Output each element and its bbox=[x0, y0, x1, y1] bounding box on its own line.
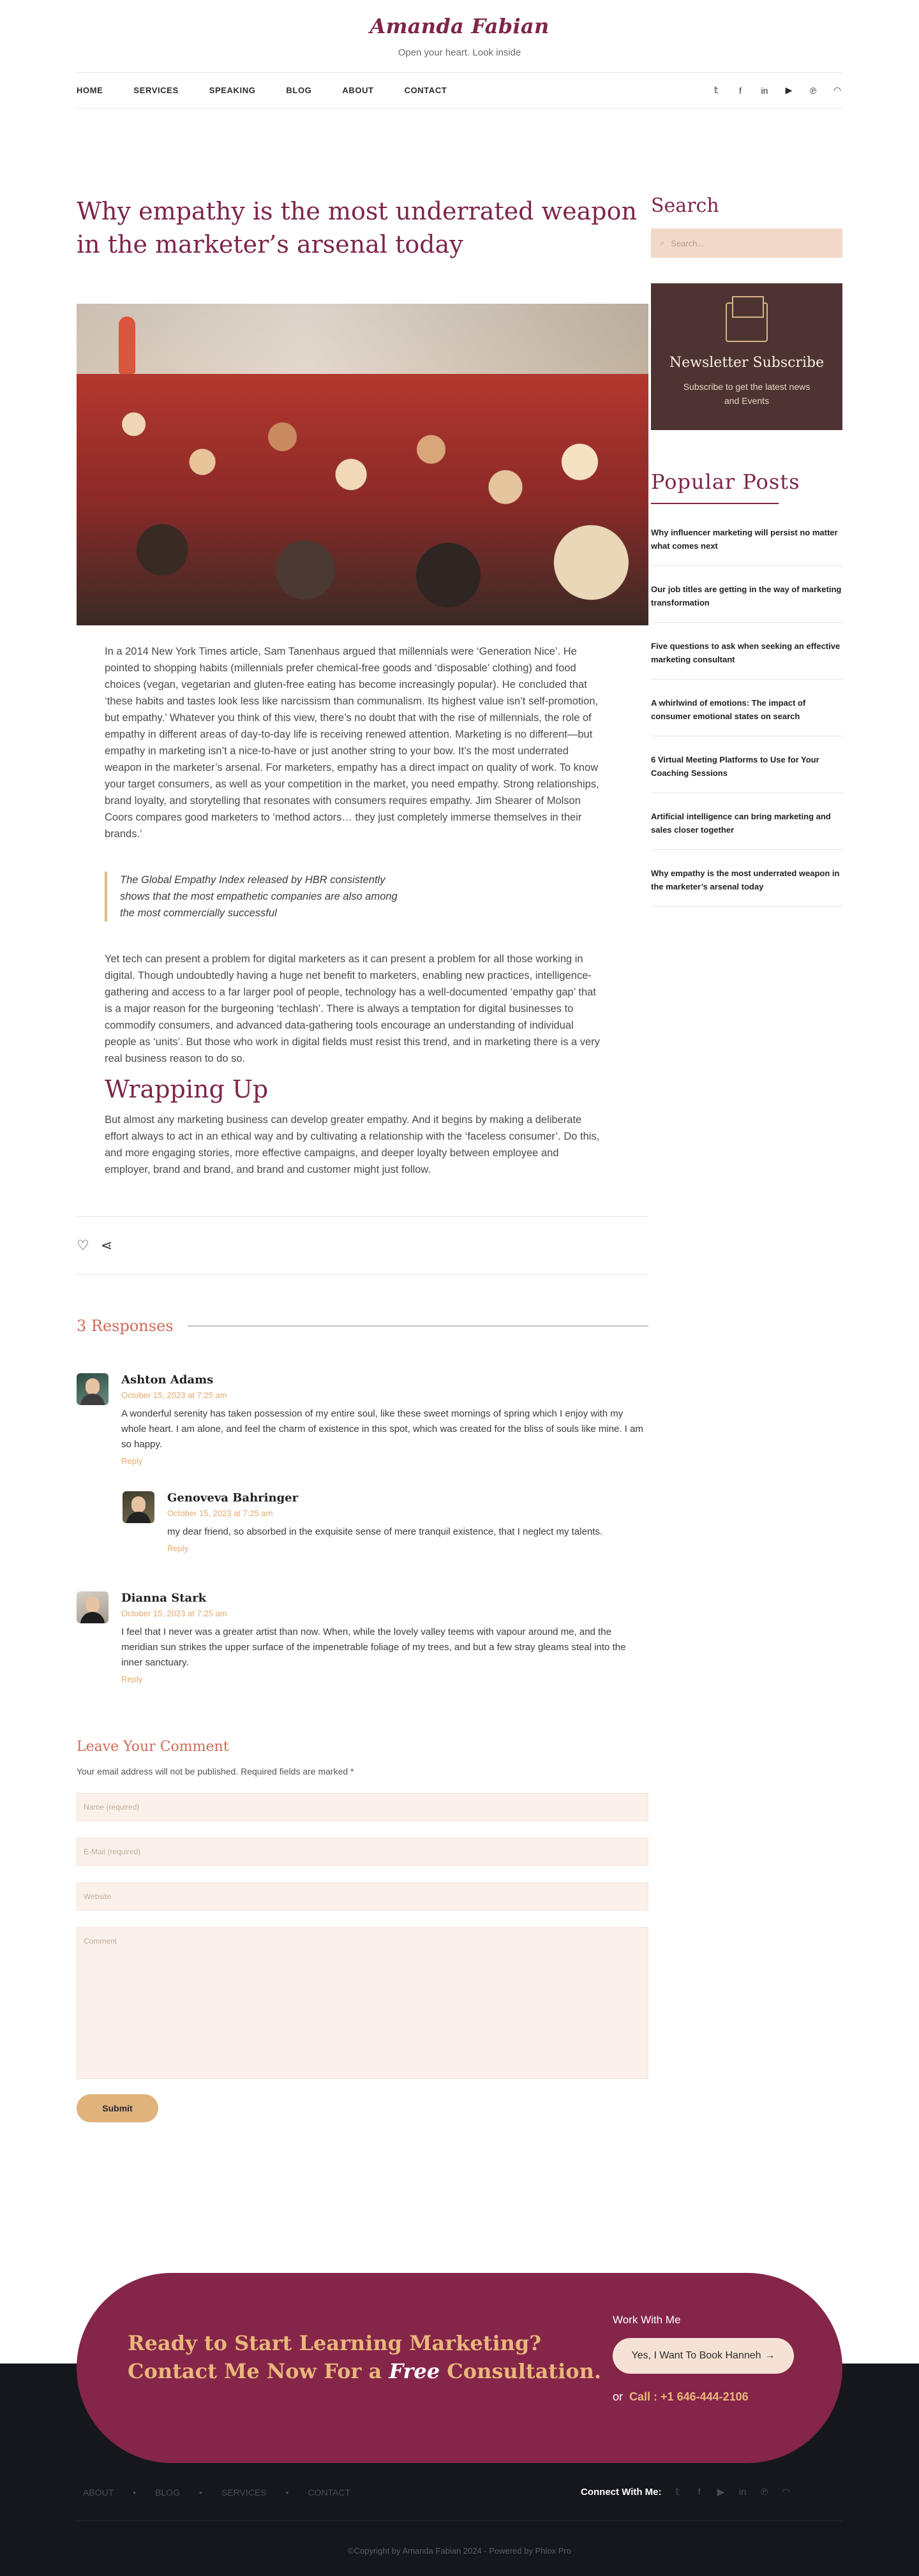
hero-stage bbox=[77, 304, 648, 374]
popular-post-link[interactable]: Five questions to ask when seeking an effective marketing consultant bbox=[651, 639, 842, 680]
main-layout bbox=[77, 195, 842, 2122]
nav-speaking[interactable]: SPEAKING bbox=[209, 86, 256, 95]
cta-heading-free: Free bbox=[389, 2359, 440, 2383]
site-logo[interactable]: Amanda Fabian bbox=[370, 14, 549, 38]
post-content bbox=[77, 195, 648, 2122]
cta-phone[interactable] bbox=[613, 2390, 794, 2404]
nav-contact[interactable]: CONTACT bbox=[404, 86, 447, 95]
reply-link[interactable]: Reply bbox=[121, 1674, 143, 1684]
comment-author: Dianna Stark bbox=[121, 1591, 207, 1605]
search-placeholder: Search... bbox=[671, 238, 705, 248]
twitter-icon[interactable]: 𝕥 bbox=[714, 85, 719, 95]
submit-button[interactable]: Submit bbox=[77, 2094, 158, 2122]
popular-post-link[interactable]: Our job titles are getting in the way of marketing transformation bbox=[651, 583, 842, 623]
main-nav bbox=[77, 86, 477, 95]
footer-nav-contact[interactable]: CONTACT bbox=[308, 2487, 351, 2498]
footer-nav-about[interactable]: ABOUT bbox=[83, 2487, 114, 2498]
comment-author: Ashton Adams bbox=[121, 1373, 214, 1387]
email-input[interactable]: E-Mail (required) bbox=[77, 1838, 648, 1866]
header-social bbox=[711, 85, 842, 96]
comment-date[interactable]: October 15, 2023 at 7:25 am bbox=[121, 1609, 227, 1618]
sidebar bbox=[651, 195, 842, 2122]
popular-posts-underline bbox=[651, 503, 779, 504]
main-navbar bbox=[77, 72, 842, 108]
twitter-icon[interactable]: 𝕥 bbox=[675, 2487, 680, 2498]
popular-post-link[interactable]: Why empathy is the most underrated weapon in the marketer’s arsenal today bbox=[651, 867, 842, 907]
site-tagline: Open your heart. Look inside bbox=[398, 47, 521, 58]
share-icon[interactable]: ⋖ bbox=[100, 1237, 113, 1253]
cta-heading-end: Consultation. bbox=[447, 2359, 601, 2383]
comment-reply bbox=[123, 1491, 648, 1553]
copyright: ©Copyright by Amanda Fabian 2024 - Powered by Phlox Pro bbox=[348, 2546, 571, 2556]
search-icon: ⌕ bbox=[660, 238, 665, 248]
comment-date[interactable]: October 15, 2023 at 7:25 am bbox=[167, 1508, 273, 1518]
facebook-icon[interactable]: f bbox=[698, 2486, 701, 2498]
popular-post-link[interactable]: A whirlwind of emotions: The impact of consumer emotional states on search bbox=[651, 696, 842, 736]
avatar bbox=[123, 1491, 154, 1523]
comment-text: I feel that I never was a greater artist than now. When, while the lovely valley teems with vapour around me, and the meridian sun strikes the upper surface of the impenetrable foliage of my trees, and but a few stray gleams steal into the inner sanctuary. bbox=[121, 1627, 626, 1668]
book-button[interactable] bbox=[613, 2338, 794, 2374]
search-input[interactable] bbox=[651, 228, 842, 258]
linkedin-icon[interactable]: in bbox=[761, 85, 768, 96]
name-input[interactable]: Name (required) bbox=[77, 1793, 648, 1821]
youtube-icon[interactable]: ▶ bbox=[785, 85, 793, 95]
responses-count: 3 Responses bbox=[77, 1317, 174, 1335]
pinterest-icon[interactable]: ℗ bbox=[761, 2486, 768, 2498]
cta-banner bbox=[77, 2273, 842, 2463]
comment-date[interactable]: October 15, 2023 at 7:25 am bbox=[121, 1390, 227, 1400]
hero-speaker bbox=[119, 316, 135, 374]
avatar bbox=[77, 1373, 108, 1405]
comment-textarea[interactable]: Comment bbox=[77, 1927, 648, 2079]
nav-about[interactable]: ABOUT bbox=[342, 86, 374, 95]
footer-connect bbox=[581, 2486, 792, 2498]
website-input[interactable]: Website bbox=[77, 1882, 648, 1910]
nav-blog[interactable]: BLOG bbox=[286, 86, 312, 95]
cta-heading bbox=[128, 2329, 613, 2385]
post-body-2 bbox=[77, 951, 648, 1178]
footer-divider bbox=[77, 2520, 842, 2521]
youtube-icon[interactable]: ▶ bbox=[717, 2487, 725, 2498]
comment-text: A wonderful serenity has taken possession of my entire soul, like these sweet mornings of spring which I enjoy with my whole heart. I am alone, and feel the charm of existence in this spot, which was created for the bliss of souls like mine. I am so happy. bbox=[121, 1408, 643, 1450]
post-body bbox=[77, 643, 648, 842]
linkedin-icon[interactable]: in bbox=[738, 2486, 747, 2498]
comment bbox=[77, 1591, 648, 1684]
avatar bbox=[77, 1591, 108, 1623]
site-header bbox=[77, 0, 842, 108]
facebook-icon[interactable]: f bbox=[739, 85, 742, 96]
pinterest-icon[interactable]: ℗ bbox=[809, 85, 817, 96]
post-paragraph-2: Yet tech can present a problem for digital marketers as it can present a problem for all those working in digital. Though undoubtedly having a huge net benefit to marketers, enabling new practices, intelligence-gathering and access to a far larger pool of people, technology has a well-documented ‘empathy gap’ that is a major reason for the burgeoning ‘techlash’. There is always a temptation for digital businesses to commodify consumers, and advanced data-gathering tools encourage an understanding of individual people as ‘units’. But those who work in digital fields must resist this trend, and in marketing there is a very real business reason to do so. bbox=[105, 953, 600, 1064]
cta-actions bbox=[613, 2314, 794, 2404]
work-with-me-label: Work With Me bbox=[613, 2314, 681, 2326]
post-paragraph-1: In a 2014 New York Times article, Sam Tanenhaus argued that millennials were ‘Generation Nice’. He pointed to shopping habits (millennials prefer chemical-free goods and ‘disposable’ clothing) and food choices (vegan, vegetarian and gluten-free eating has become increasingly popular). He concluded that ‘these habits and tastes look less like narcissism than communalism. Its highest value isn’t self-promotion, but empathy.’ Whatever you think of this view, there’s no doubt that with the rise of millennials, the role of empathy in different areas of day-to-day life is receiving renewed attention. Marketing is no different—but empathy in marketing isn’t a nice-to-have or just another string to your bow. It’s the most underrated weapon in the marketer’s arsenal. For marketers, empathy has a direct impact on quality of work. To know your target consumers, as well as your competition in the market, you need empathy. Strong relationships, brand loyalty, and storytelling that resonates with consumers requires empathy. Jim Shearer of Molson Coors compares good marketers to ‘method actors… they just completely immerse themselves in their brands.’ bbox=[105, 646, 599, 840]
footer-nav-blog[interactable]: BLOG bbox=[155, 2487, 181, 2498]
popular-post-link[interactable]: 6 Virtual Meeting Platforms to Use for Your Coaching Sessions bbox=[651, 753, 842, 793]
cta-call-number: Call : +1 646-444-2106 bbox=[629, 2390, 749, 2403]
post-hero-image bbox=[77, 304, 648, 625]
rss-icon[interactable]: ◠ bbox=[781, 2487, 791, 2498]
footer-nav: ABOUT • BLOG • SERVICES • CONTACT bbox=[83, 2487, 351, 2498]
cta-or: or bbox=[613, 2390, 624, 2403]
connect-label: Connect With Me: bbox=[581, 2486, 662, 2498]
popular-posts-title: Popular Posts bbox=[651, 470, 800, 494]
comment-author: Genoveva Bahringer bbox=[167, 1491, 299, 1505]
popular-post-link[interactable]: Why influencer marketing will persist no matter what comes next bbox=[651, 526, 842, 566]
post-actions bbox=[77, 1216, 648, 1275]
responses-divider bbox=[188, 1325, 648, 1327]
newsletter-title: Newsletter Subscribe bbox=[669, 355, 825, 371]
nav-services[interactable]: SERVICES bbox=[133, 86, 179, 95]
search-title: Search bbox=[651, 195, 719, 217]
comment bbox=[77, 1373, 648, 1466]
nav-home[interactable]: HOME bbox=[77, 86, 103, 95]
newsletter-text: Subscribe to get the latest news and Events bbox=[683, 382, 811, 406]
post-paragraph-3: But almost any marketing business can develop greater empathy. And it begins by making a deliberate effort always to act in an ethical way and by cultivating a relationship with the ‘faceless consumer’. Do this, and more engaging stories, more effective campaigns, and deeper loyalty between employee and employer, brand and brand, and brand and customer might just follow. bbox=[105, 1114, 600, 1175]
comment-text: my dear friend, so absorbed in the exquisite sense of mere tranquil existence, that I neglect my talents. bbox=[167, 1526, 603, 1537]
reply-link[interactable]: Reply bbox=[167, 1544, 189, 1553]
comment-form-title: Leave Your Comment bbox=[77, 1739, 229, 1755]
popular-post-link[interactable]: Artificial intelligence can bring marketing and sales closer together bbox=[651, 810, 842, 850]
hero-audience bbox=[77, 374, 648, 625]
reply-link[interactable]: Reply bbox=[121, 1456, 143, 1466]
book-button-label: Yes, I Want To Book Hanneh bbox=[631, 2350, 761, 2361]
responses-header bbox=[77, 1317, 648, 1335]
post-subheading: Wrapping Up bbox=[105, 1075, 269, 1103]
footer-nav-services[interactable]: SERVICES bbox=[221, 2487, 267, 2498]
arrow-right-icon: → bbox=[765, 2350, 775, 2361]
cta-heading-text: Ready to Start Learning Marketing? Contact Me Now For a bbox=[128, 2331, 541, 2383]
newsletter-box bbox=[651, 283, 842, 430]
rss-icon[interactable]: ◠ bbox=[833, 85, 842, 95]
popular-posts-list bbox=[651, 526, 842, 907]
comment-form-note: Your email address will not be published. Required fields are marked * bbox=[77, 1766, 354, 1776]
post-title: Why empathy is the most underrated weapon in the marketer’s arsenal today bbox=[77, 197, 637, 258]
post-blockquote: The Global Empathy Index released by HBR consistently shows that the most empathetic companies are also among the most commercially successful bbox=[105, 872, 430, 921]
envelope-icon bbox=[726, 302, 768, 342]
heart-icon[interactable]: ♡ bbox=[77, 1237, 89, 1253]
